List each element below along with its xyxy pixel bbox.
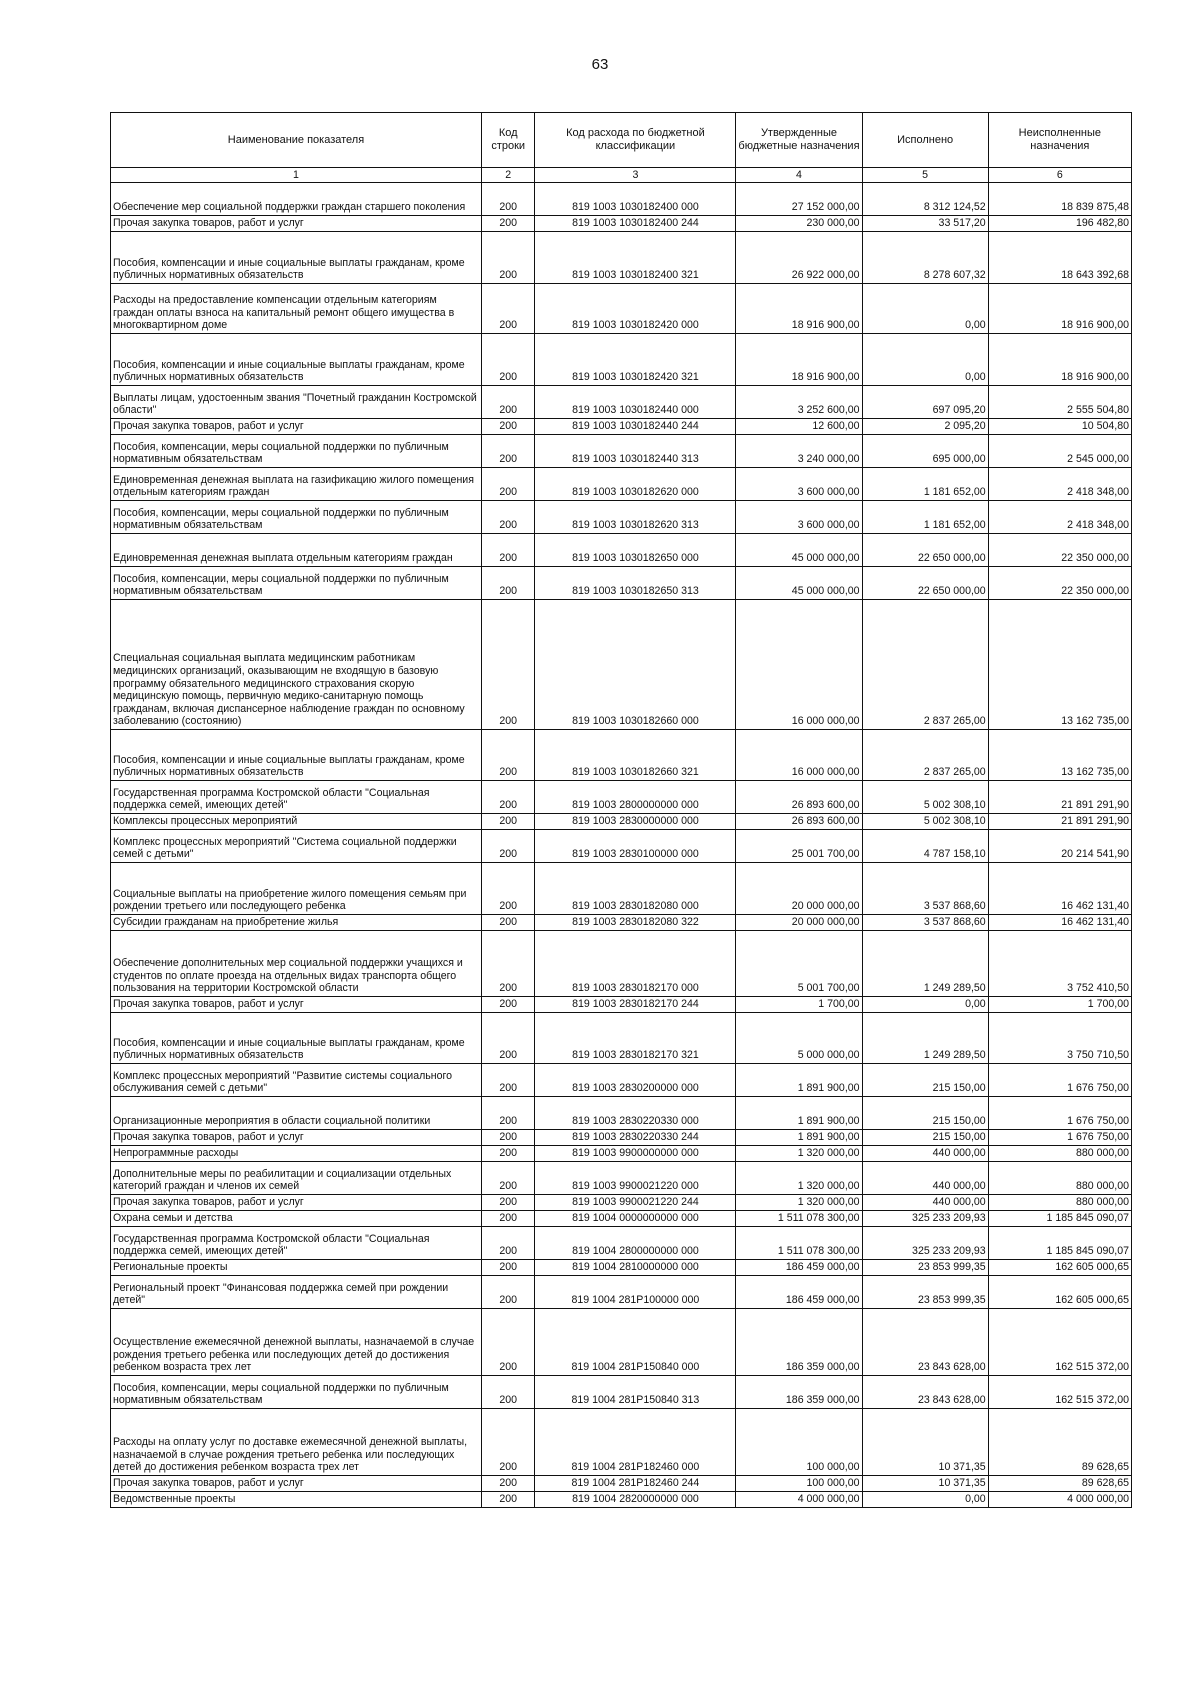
row-budget-code: 819 1004 2810000000 000 bbox=[535, 1260, 736, 1276]
table-row bbox=[111, 1211, 1132, 1227]
row-unexecuted: 3 752 410,50 bbox=[988, 931, 1131, 997]
row-approved: 26 893 600,00 bbox=[736, 814, 862, 830]
table-row bbox=[111, 1146, 1132, 1162]
table-row bbox=[111, 334, 1132, 386]
table-row bbox=[111, 781, 1132, 814]
table-row bbox=[111, 1376, 1132, 1409]
row-name: Государственная программа Костромской области "Социальная поддержка семей, имеющих детей" bbox=[111, 1227, 482, 1260]
row-unexecuted: 16 462 131,40 bbox=[988, 915, 1131, 931]
row-executed: 1 181 652,00 bbox=[862, 468, 988, 501]
row-executed: 33 517,20 bbox=[862, 216, 988, 232]
row-budget-code: 819 1003 1030182440 313 bbox=[535, 435, 736, 468]
row-name: Социальные выплаты на приобретение жилого помещения семьям при рождении третьего или последующего ребенка bbox=[111, 863, 482, 915]
row-name: Пособия, компенсации, меры социальной поддержки по публичным нормативным обязательствам bbox=[111, 435, 482, 468]
row-budget-code: 819 1003 2800000000 000 bbox=[535, 781, 736, 814]
table-header-row bbox=[111, 113, 1132, 168]
row-unexecuted: 196 482,80 bbox=[988, 216, 1131, 232]
table-row bbox=[111, 1409, 1132, 1476]
row-approved: 1 511 078 300,00 bbox=[736, 1227, 862, 1260]
row-unexecuted: 2 418 348,00 bbox=[988, 468, 1131, 501]
row-unexecuted: 20 214 541,90 bbox=[988, 830, 1131, 863]
row-line-code: 200 bbox=[481, 781, 534, 814]
table-row bbox=[111, 386, 1132, 419]
row-approved: 186 359 000,00 bbox=[736, 1309, 862, 1376]
row-budget-code: 819 1003 1030182620 313 bbox=[535, 501, 736, 534]
row-unexecuted: 10 504,80 bbox=[988, 419, 1131, 435]
table-row bbox=[111, 1227, 1132, 1260]
row-executed: 23 853 999,35 bbox=[862, 1260, 988, 1276]
column-number: 2 bbox=[481, 168, 534, 183]
row-budget-code: 819 1003 2830220330 244 bbox=[535, 1130, 736, 1146]
row-line-code: 200 bbox=[481, 730, 534, 781]
header-approved-appropriations: Утвержденные бюджетные назначения bbox=[736, 113, 862, 168]
row-approved: 1 891 900,00 bbox=[736, 1064, 862, 1097]
header-unexecuted-appropriations: Неисполненные назначения bbox=[988, 113, 1131, 168]
row-executed: 23 853 999,35 bbox=[862, 1276, 988, 1309]
row-budget-code: 819 1003 2830182080 322 bbox=[535, 915, 736, 931]
row-approved: 25 001 700,00 bbox=[736, 830, 862, 863]
row-name: Региональный проект "Финансовая поддержка семей при рождении детей" bbox=[111, 1276, 482, 1309]
row-name: Прочая закупка товаров, работ и услуг bbox=[111, 1476, 482, 1492]
row-line-code: 200 bbox=[481, 567, 534, 600]
row-executed: 2 837 265,00 bbox=[862, 600, 988, 730]
header-indicator-name: Наименование показателя bbox=[111, 113, 482, 168]
row-name: Единовременная денежная выплата на газификацию жилого помещения отдельным категориям граждан bbox=[111, 468, 482, 501]
table-row bbox=[111, 863, 1132, 915]
row-approved: 1 700,00 bbox=[736, 997, 862, 1013]
row-unexecuted: 162 605 000,65 bbox=[988, 1260, 1131, 1276]
row-budget-code: 819 1003 1030182420 321 bbox=[535, 334, 736, 386]
row-executed: 0,00 bbox=[862, 334, 988, 386]
row-line-code: 200 bbox=[481, 997, 534, 1013]
row-executed: 2 837 265,00 bbox=[862, 730, 988, 781]
row-unexecuted: 18 839 875,48 bbox=[988, 183, 1131, 216]
table-row bbox=[111, 730, 1132, 781]
row-name: Пособия, компенсации и иные социальные выплаты гражданам, кроме публичных нормативных обязательств bbox=[111, 334, 482, 386]
row-unexecuted: 4 000 000,00 bbox=[988, 1492, 1131, 1508]
table-row bbox=[111, 435, 1132, 468]
row-budget-code: 819 1003 9900000000 000 bbox=[535, 1146, 736, 1162]
row-name: Региональные проекты bbox=[111, 1260, 482, 1276]
column-number: 5 bbox=[862, 168, 988, 183]
row-executed: 5 002 308,10 bbox=[862, 814, 988, 830]
row-approved: 186 459 000,00 bbox=[736, 1260, 862, 1276]
column-number: 1 bbox=[111, 168, 482, 183]
row-name: Обеспечение мер социальной поддержки граждан старшего поколения bbox=[111, 183, 482, 216]
row-budget-code: 819 1004 2820000000 000 bbox=[535, 1492, 736, 1508]
table-row bbox=[111, 232, 1132, 284]
row-budget-code: 819 1004 0000000000 000 bbox=[535, 1211, 736, 1227]
row-name: Комплексы процессных мероприятий bbox=[111, 814, 482, 830]
column-number: 6 bbox=[988, 168, 1131, 183]
row-budget-code: 819 1003 1030182440 000 bbox=[535, 386, 736, 419]
row-name: Комплекс процессных мероприятий "Система социальной поддержки семей с детьми" bbox=[111, 830, 482, 863]
row-budget-code: 819 1003 9900021220 244 bbox=[535, 1195, 736, 1211]
row-budget-code: 819 1004 2800000000 000 bbox=[535, 1227, 736, 1260]
row-name: Прочая закупка товаров, работ и услуг bbox=[111, 1195, 482, 1211]
row-name: Ведомственные проекты bbox=[111, 1492, 482, 1508]
row-approved: 186 459 000,00 bbox=[736, 1276, 862, 1309]
row-unexecuted: 1 676 750,00 bbox=[988, 1064, 1131, 1097]
table-row bbox=[111, 284, 1132, 334]
row-approved: 1 891 900,00 bbox=[736, 1097, 862, 1130]
row-executed: 440 000,00 bbox=[862, 1146, 988, 1162]
row-approved: 26 922 000,00 bbox=[736, 232, 862, 284]
row-executed: 215 150,00 bbox=[862, 1130, 988, 1146]
row-line-code: 200 bbox=[481, 216, 534, 232]
row-budget-code: 819 1003 1030182400 000 bbox=[535, 183, 736, 216]
row-approved: 18 916 900,00 bbox=[736, 284, 862, 334]
page-number: 63 bbox=[591, 56, 609, 73]
row-approved: 20 000 000,00 bbox=[736, 863, 862, 915]
table-row bbox=[111, 997, 1132, 1013]
row-line-code: 200 bbox=[481, 501, 534, 534]
header-budget-classification-code: Код расхода по бюджетной классификации bbox=[535, 113, 736, 168]
row-budget-code: 819 1003 1030182660 321 bbox=[535, 730, 736, 781]
row-line-code: 200 bbox=[481, 1097, 534, 1130]
row-name: Пособия, компенсации, меры социальной поддержки по публичным нормативным обязательствам bbox=[111, 501, 482, 534]
row-executed: 440 000,00 bbox=[862, 1195, 988, 1211]
row-line-code: 200 bbox=[481, 386, 534, 419]
table-row bbox=[111, 1276, 1132, 1309]
row-name: Осуществление ежемесячной денежной выплаты, назначаемой в случае рождения третьего ребенка или последующих детей до достижения ребенком возраста трех лет bbox=[111, 1309, 482, 1376]
row-executed: 5 002 308,10 bbox=[862, 781, 988, 814]
row-approved: 1 320 000,00 bbox=[736, 1146, 862, 1162]
row-unexecuted: 22 350 000,00 bbox=[988, 534, 1131, 567]
row-approved: 186 359 000,00 bbox=[736, 1376, 862, 1409]
row-budget-code: 819 1004 281P100000 000 bbox=[535, 1276, 736, 1309]
row-unexecuted: 2 555 504,80 bbox=[988, 386, 1131, 419]
table-row bbox=[111, 915, 1132, 931]
table-row bbox=[111, 1260, 1132, 1276]
row-budget-code: 819 1003 9900021220 000 bbox=[535, 1162, 736, 1195]
row-name: Государственная программа Костромской области "Социальная поддержка семей, имеющих детей" bbox=[111, 781, 482, 814]
row-executed: 0,00 bbox=[862, 284, 988, 334]
row-executed: 3 537 868,60 bbox=[862, 915, 988, 931]
table-row bbox=[111, 501, 1132, 534]
row-executed: 325 233 209,93 bbox=[862, 1211, 988, 1227]
row-name: Субсидии гражданам на приобретение жилья bbox=[111, 915, 482, 931]
row-executed: 215 150,00 bbox=[862, 1097, 988, 1130]
row-executed: 1 181 652,00 bbox=[862, 501, 988, 534]
row-unexecuted: 880 000,00 bbox=[988, 1162, 1131, 1195]
row-approved: 16 000 000,00 bbox=[736, 730, 862, 781]
row-budget-code: 819 1004 281P150840 000 bbox=[535, 1309, 736, 1376]
row-executed: 215 150,00 bbox=[862, 1064, 988, 1097]
row-approved: 12 600,00 bbox=[736, 419, 862, 435]
row-line-code: 200 bbox=[481, 1146, 534, 1162]
row-unexecuted: 162 605 000,65 bbox=[988, 1276, 1131, 1309]
table-row bbox=[111, 814, 1132, 830]
row-name: Обеспечение дополнительных мер социальной поддержки учащихся и студентов по оплате проезда на отдельных видах транспорта общего пользования на территории Костромской области bbox=[111, 931, 482, 997]
row-approved: 20 000 000,00 bbox=[736, 915, 862, 931]
row-unexecuted: 1 185 845 090,07 bbox=[988, 1227, 1131, 1260]
row-line-code: 200 bbox=[481, 183, 534, 216]
row-line-code: 200 bbox=[481, 1492, 534, 1508]
table-row bbox=[111, 1097, 1132, 1130]
row-budget-code: 819 1003 1030182400 321 bbox=[535, 232, 736, 284]
row-name: Охрана семьи и детства bbox=[111, 1211, 482, 1227]
row-unexecuted: 2 418 348,00 bbox=[988, 501, 1131, 534]
row-name: Специальная социальная выплата медицинским работникам медицинских организаций, оказывающим не входящую в базовую программу обязательного медицинского страхования скорую медицинскую помощь, первичную медико-санитарную помощь гражданам, включая диспансерное наблюдение граждан по основному заболеванию (состоянию) bbox=[111, 600, 482, 730]
row-line-code: 200 bbox=[481, 1013, 534, 1064]
row-line-code: 200 bbox=[481, 1227, 534, 1260]
row-executed: 695 000,00 bbox=[862, 435, 988, 468]
row-name: Пособия, компенсации и иные социальные выплаты гражданам, кроме публичных нормативных обязательств bbox=[111, 232, 482, 284]
row-line-code: 200 bbox=[481, 1276, 534, 1309]
row-name: Пособия, компенсации и иные социальные выплаты гражданам, кроме публичных нормативных обязательств bbox=[111, 1013, 482, 1064]
row-unexecuted: 1 676 750,00 bbox=[988, 1130, 1131, 1146]
row-unexecuted: 16 462 131,40 bbox=[988, 863, 1131, 915]
row-name: Пособия, компенсации, меры социальной поддержки по публичным нормативным обязательствам bbox=[111, 1376, 482, 1409]
row-line-code: 200 bbox=[481, 1376, 534, 1409]
row-line-code: 200 bbox=[481, 232, 534, 284]
row-approved: 100 000,00 bbox=[736, 1409, 862, 1476]
row-line-code: 200 bbox=[481, 334, 534, 386]
row-unexecuted: 3 750 710,50 bbox=[988, 1013, 1131, 1064]
row-budget-code: 819 1004 281P150840 313 bbox=[535, 1376, 736, 1409]
row-name: Прочая закупка товаров, работ и услуг bbox=[111, 216, 482, 232]
row-executed: 440 000,00 bbox=[862, 1162, 988, 1195]
row-executed: 0,00 bbox=[862, 997, 988, 1013]
row-line-code: 200 bbox=[481, 1130, 534, 1146]
row-name: Пособия, компенсации, меры социальной поддержки по публичным нормативным обязательствам bbox=[111, 567, 482, 600]
row-executed: 0,00 bbox=[862, 1492, 988, 1508]
table-row bbox=[111, 1064, 1132, 1097]
row-executed: 10 371,35 bbox=[862, 1409, 988, 1476]
column-number-row bbox=[111, 168, 1132, 183]
row-budget-code: 819 1003 1030182650 000 bbox=[535, 534, 736, 567]
table-row bbox=[111, 468, 1132, 501]
row-name: Расходы на предоставление компенсации отдельным категориям граждан оплаты взноса на капитальный ремонт общего имущества в многоквартирном доме bbox=[111, 284, 482, 334]
row-name: Комплекс процессных мероприятий "Развитие системы социального обслуживания семей с детьми" bbox=[111, 1064, 482, 1097]
row-executed: 1 249 289,50 bbox=[862, 1013, 988, 1064]
row-executed: 325 233 209,93 bbox=[862, 1227, 988, 1260]
row-approved: 1 891 900,00 bbox=[736, 1130, 862, 1146]
row-unexecuted: 880 000,00 bbox=[988, 1195, 1131, 1211]
table-row bbox=[111, 1195, 1132, 1211]
row-line-code: 200 bbox=[481, 1260, 534, 1276]
row-budget-code: 819 1003 2830182170 000 bbox=[535, 931, 736, 997]
row-name: Расходы на оплату услуг по доставке ежемесячной денежной выплаты, назначаемой в случае рождения третьего ребенка или последующих детей до достижения ребенком возраста трех лет bbox=[111, 1409, 482, 1476]
row-executed: 4 787 158,10 bbox=[862, 830, 988, 863]
row-budget-code: 819 1003 1030182660 000 bbox=[535, 600, 736, 730]
table-row bbox=[111, 534, 1132, 567]
row-line-code: 200 bbox=[481, 863, 534, 915]
row-executed: 2 095,20 bbox=[862, 419, 988, 435]
row-executed: 8 278 607,32 bbox=[862, 232, 988, 284]
row-budget-code: 819 1003 2830200000 000 bbox=[535, 1064, 736, 1097]
row-approved: 3 600 000,00 bbox=[736, 501, 862, 534]
row-unexecuted: 1 676 750,00 bbox=[988, 1097, 1131, 1130]
row-line-code: 200 bbox=[481, 1476, 534, 1492]
row-approved: 5 001 700,00 bbox=[736, 931, 862, 997]
row-executed: 22 650 000,00 bbox=[862, 534, 988, 567]
row-budget-code: 819 1003 2830000000 000 bbox=[535, 814, 736, 830]
row-executed: 22 650 000,00 bbox=[862, 567, 988, 600]
row-line-code: 200 bbox=[481, 931, 534, 997]
row-name: Прочая закупка товаров, работ и услуг bbox=[111, 1130, 482, 1146]
table-row bbox=[111, 1309, 1132, 1376]
row-line-code: 200 bbox=[481, 419, 534, 435]
row-unexecuted: 2 545 000,00 bbox=[988, 435, 1131, 468]
row-name: Дополнительные меры по реабилитации и социализации отдельных категорий граждан и членов их семей bbox=[111, 1162, 482, 1195]
row-unexecuted: 880 000,00 bbox=[988, 1146, 1131, 1162]
row-approved: 3 240 000,00 bbox=[736, 435, 862, 468]
row-budget-code: 819 1003 1030182650 313 bbox=[535, 567, 736, 600]
row-budget-code: 819 1003 2830220330 000 bbox=[535, 1097, 736, 1130]
table-row bbox=[111, 600, 1132, 730]
row-line-code: 200 bbox=[481, 915, 534, 931]
row-line-code: 200 bbox=[481, 435, 534, 468]
row-approved: 1 320 000,00 bbox=[736, 1195, 862, 1211]
row-line-code: 200 bbox=[481, 468, 534, 501]
row-approved: 1 511 078 300,00 bbox=[736, 1211, 862, 1227]
row-approved: 230 000,00 bbox=[736, 216, 862, 232]
row-executed: 23 843 628,00 bbox=[862, 1376, 988, 1409]
row-unexecuted: 21 891 291,90 bbox=[988, 814, 1131, 830]
row-name: Единовременная денежная выплата отдельным категориям граждан bbox=[111, 534, 482, 567]
table-row bbox=[111, 931, 1132, 997]
row-line-code: 200 bbox=[481, 284, 534, 334]
row-unexecuted: 18 916 900,00 bbox=[988, 284, 1131, 334]
header-line-code: Код строки bbox=[481, 113, 534, 168]
row-unexecuted: 1 185 845 090,07 bbox=[988, 1211, 1131, 1227]
table-row bbox=[111, 1476, 1132, 1492]
column-number: 4 bbox=[736, 168, 862, 183]
row-budget-code: 819 1003 1030182440 244 bbox=[535, 419, 736, 435]
row-budget-code: 819 1004 281P182460 244 bbox=[535, 1476, 736, 1492]
row-approved: 45 000 000,00 bbox=[736, 567, 862, 600]
row-name: Прочая закупка товаров, работ и услуг bbox=[111, 419, 482, 435]
row-approved: 18 916 900,00 bbox=[736, 334, 862, 386]
row-line-code: 200 bbox=[481, 1195, 534, 1211]
row-budget-code: 819 1004 281P182460 000 bbox=[535, 1409, 736, 1476]
row-line-code: 200 bbox=[481, 534, 534, 567]
row-unexecuted: 21 891 291,90 bbox=[988, 781, 1131, 814]
row-budget-code: 819 1003 1030182620 000 bbox=[535, 468, 736, 501]
row-executed: 697 095,20 bbox=[862, 386, 988, 419]
row-budget-code: 819 1003 2830182170 244 bbox=[535, 997, 736, 1013]
table-row bbox=[111, 419, 1132, 435]
row-line-code: 200 bbox=[481, 1211, 534, 1227]
row-approved: 27 152 000,00 bbox=[736, 183, 862, 216]
table-row bbox=[111, 1130, 1132, 1146]
row-name: Выплаты лицам, удостоенным звания "Почетный гражданин Костромской области" bbox=[111, 386, 482, 419]
row-budget-code: 819 1003 2830100000 000 bbox=[535, 830, 736, 863]
table-row bbox=[111, 567, 1132, 600]
row-executed: 23 843 628,00 bbox=[862, 1309, 988, 1376]
row-budget-code: 819 1003 1030182400 244 bbox=[535, 216, 736, 232]
row-line-code: 200 bbox=[481, 1309, 534, 1376]
row-unexecuted: 89 628,65 bbox=[988, 1476, 1131, 1492]
row-line-code: 200 bbox=[481, 600, 534, 730]
row-approved: 100 000,00 bbox=[736, 1476, 862, 1492]
row-approved: 1 320 000,00 bbox=[736, 1162, 862, 1195]
row-approved: 26 893 600,00 bbox=[736, 781, 862, 814]
row-line-code: 200 bbox=[481, 1162, 534, 1195]
row-name: Непрограммные расходы bbox=[111, 1146, 482, 1162]
row-unexecuted: 162 515 372,00 bbox=[988, 1376, 1131, 1409]
table-row bbox=[111, 216, 1132, 232]
row-line-code: 200 bbox=[481, 1409, 534, 1476]
row-line-code: 200 bbox=[481, 830, 534, 863]
row-unexecuted: 162 515 372,00 bbox=[988, 1309, 1131, 1376]
row-approved: 3 252 600,00 bbox=[736, 386, 862, 419]
row-unexecuted: 22 350 000,00 bbox=[988, 567, 1131, 600]
row-line-code: 200 bbox=[481, 814, 534, 830]
row-approved: 4 000 000,00 bbox=[736, 1492, 862, 1508]
row-budget-code: 819 1003 2830182170 321 bbox=[535, 1013, 736, 1064]
row-approved: 45 000 000,00 bbox=[736, 534, 862, 567]
table-row bbox=[111, 1013, 1132, 1064]
row-name: Прочая закупка товаров, работ и услуг bbox=[111, 997, 482, 1013]
row-unexecuted: 13 162 735,00 bbox=[988, 600, 1131, 730]
row-name: Пособия, компенсации и иные социальные выплаты гражданам, кроме публичных нормативных обязательств bbox=[111, 730, 482, 781]
row-executed: 8 312 124,52 bbox=[862, 183, 988, 216]
row-approved: 16 000 000,00 bbox=[736, 600, 862, 730]
row-budget-code: 819 1003 1030182420 000 bbox=[535, 284, 736, 334]
row-approved: 5 000 000,00 bbox=[736, 1013, 862, 1064]
row-unexecuted: 18 916 900,00 bbox=[988, 334, 1131, 386]
column-number: 3 bbox=[535, 168, 736, 183]
row-budget-code: 819 1003 2830182080 000 bbox=[535, 863, 736, 915]
row-unexecuted: 13 162 735,00 bbox=[988, 730, 1131, 781]
row-executed: 3 537 868,60 bbox=[862, 863, 988, 915]
budget-execution-table bbox=[110, 112, 1132, 1508]
row-unexecuted: 18 643 392,68 bbox=[988, 232, 1131, 284]
row-approved: 3 600 000,00 bbox=[736, 468, 862, 501]
table-row bbox=[111, 1492, 1132, 1508]
row-unexecuted: 89 628,65 bbox=[988, 1409, 1131, 1476]
row-line-code: 200 bbox=[481, 1064, 534, 1097]
row-executed: 1 249 289,50 bbox=[862, 931, 988, 997]
row-name: Организационные мероприятия в области социальной политики bbox=[111, 1097, 482, 1130]
table-row bbox=[111, 830, 1132, 863]
header-executed: Исполнено bbox=[862, 113, 988, 168]
row-unexecuted: 1 700,00 bbox=[988, 997, 1131, 1013]
table-row bbox=[111, 183, 1132, 216]
table-row bbox=[111, 1162, 1132, 1195]
row-executed: 10 371,35 bbox=[862, 1476, 988, 1492]
